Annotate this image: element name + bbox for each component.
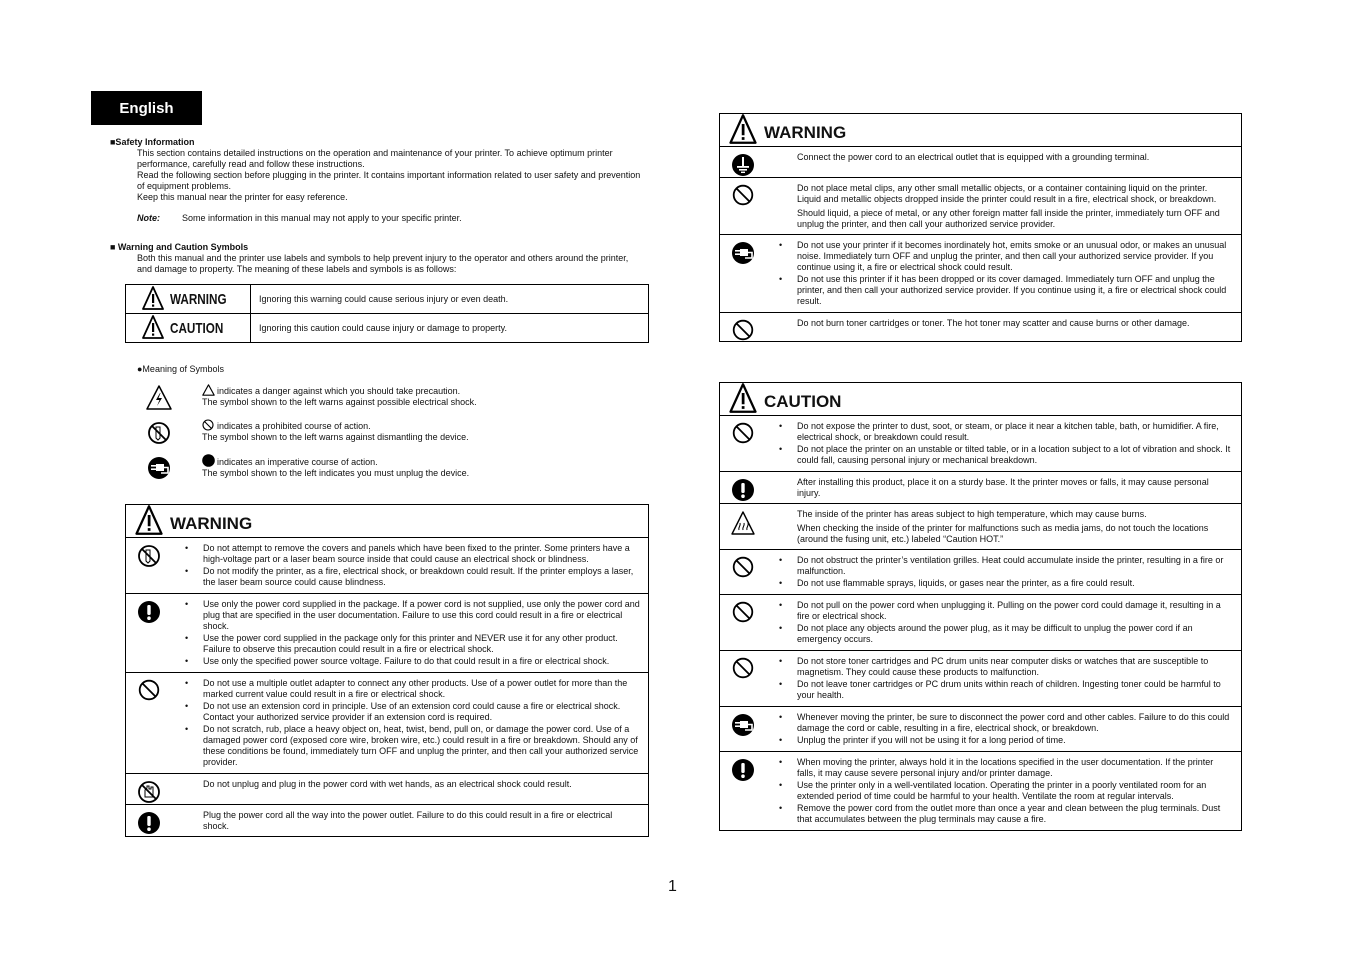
safety-row bbox=[720, 147, 1241, 178]
bullet-list bbox=[797, 656, 1233, 701]
bullet-item: • Do not store toner cartridges and PC drum units near computer disks or watches that are susceptible to magnetism. They could cause these products to malfunction. bbox=[797, 656, 1233, 678]
warning-triangle-icon bbox=[728, 114, 758, 146]
no-dismantle-icon bbox=[126, 538, 171, 593]
prohibited-icon bbox=[720, 651, 765, 706]
prohibited-icon bbox=[720, 595, 765, 650]
warning-triangle-icon bbox=[142, 286, 164, 312]
mandatory-icon bbox=[126, 805, 171, 836]
safety-row bbox=[720, 752, 1241, 830]
symbol-meaning-row bbox=[137, 454, 657, 488]
safety-line: Read the following section before plugging in the printer. It contains important information related to user safety and prevention bbox=[137, 170, 641, 180]
caution-label-row bbox=[126, 314, 649, 343]
label-meaning-table bbox=[125, 284, 649, 343]
bullet-list bbox=[797, 757, 1233, 825]
no-wet-hands-icon bbox=[126, 774, 171, 804]
safety-row bbox=[720, 550, 1241, 595]
bullet-item: • When moving the printer, always hold it in the locations specified in the user documentation. If the printer falls, it may cause severe personal injury and/or printer damage. bbox=[797, 757, 1233, 779]
bullet-item: • Do not attempt to remove the covers and panels which have been fixed to the printer. Some printers have a high-voltage part or a laser beam source inside that could cause an electrical shock or blindness. bbox=[203, 543, 640, 565]
safety-information-heading: ■Safety Information bbox=[110, 137, 195, 147]
bullet-item: • Use only the power cord supplied in the package. If a power cord is not supplied, use only the power cord and plug that are specified in the user documentation. Failure to use this cord could result in a fire or electrical shock. bbox=[203, 599, 640, 632]
bullet-list bbox=[797, 555, 1233, 589]
warning-label-text: Ignoring this warning could cause serious injury or even death. bbox=[251, 285, 649, 314]
bullet-item: • Do not place the printer on an unstable or tilted table, or in a location subject to a lot of vibration and shock. It could fall, causing personal injury or mechanical breakdown. bbox=[797, 444, 1233, 466]
safety-line: Keep this manual near the printer for easy reference. bbox=[137, 192, 348, 202]
bullet-item: • Do not use this printer if it has been dropped or its cover damaged. Immediately turn OFF and unplug the printer, and then call your authorized service provider. If you continue using it, a fire or electrical shock could result. bbox=[797, 274, 1233, 307]
prohibited-icon bbox=[720, 550, 765, 594]
symbol-meaning-line: indicates a prohibited course of action. bbox=[217, 421, 371, 431]
note-text: Some information in this manual may not apply to your specific printer. bbox=[182, 213, 462, 223]
meaning-of-symbols-heading: ●Meaning of Symbols bbox=[137, 364, 224, 374]
right-warning-box bbox=[719, 113, 1242, 342]
warning-triangle-icon bbox=[134, 505, 164, 537]
symbol-meaning-line: indicates an imperative course of action. bbox=[217, 457, 378, 467]
no-dismantle-icon bbox=[147, 421, 175, 449]
row-paragraph: The inside of the printer has areas subject to high temperature, which may cause burns. bbox=[797, 509, 1147, 519]
caution-triangle-icon bbox=[202, 384, 214, 396]
bullet-item: • Whenever moving the printer, be sure to disconnect the power cord and other cables. Failure to do this could damage the cord or cable, resulting in a fire, electrical shock, or breakdown. bbox=[797, 712, 1233, 734]
box-title: CAUTION bbox=[764, 392, 842, 411]
safety-row bbox=[126, 673, 648, 774]
safety-row bbox=[720, 313, 1241, 341]
row-text: Do not burn toner cartridges or toner. The hot toner may scatter and cause burns or other damage. bbox=[797, 318, 1190, 328]
safety-information-text bbox=[137, 148, 682, 203]
safety-row bbox=[720, 595, 1241, 651]
safety-row bbox=[720, 707, 1241, 752]
electric-shock-icon bbox=[145, 384, 173, 412]
ground-icon bbox=[720, 147, 765, 177]
bullet-item: • Do not expose the printer to dust, soot, or steam, or place it near a kitchen table, bath, or humidifier. A fire, electrical shock, or breakdown could result. bbox=[797, 421, 1233, 443]
safety-row bbox=[720, 416, 1241, 472]
safety-line: This section contains detailed instructions on the operation and maintenance of your printer. To achieve optimum printer bbox=[137, 148, 613, 158]
bullet-list bbox=[203, 543, 640, 588]
language-tab: English bbox=[91, 91, 202, 125]
row-text: Connect the power cord to an electrical outlet that is equipped with a grounding terminal. bbox=[797, 152, 1150, 162]
safety-row bbox=[126, 538, 648, 594]
left-warning-box bbox=[125, 504, 649, 837]
warning-label-word: WARNING bbox=[170, 290, 227, 308]
bullet-item: • Use only the specified power source voltage. Failure to do that could result in a fire or electrical shock. bbox=[203, 656, 640, 667]
note-label: Note: bbox=[137, 213, 160, 223]
bullet-item: • Do not use flammable sprays, liquids, or gases near the printer, as a fire could result. bbox=[797, 578, 1233, 589]
bullet-item: • Do not use a multiple outlet adapter to connect any other products. Use of a power outlet for more than the marked current value could result in a fire or electrical shock. bbox=[203, 678, 640, 700]
symbols-intro-line: Both this manual and the printer use labels and symbols to help prevent injury to the operator and others around the printer, bbox=[137, 253, 629, 263]
safety-row bbox=[126, 805, 648, 836]
bullet-list bbox=[797, 600, 1233, 645]
mandatory-icon bbox=[202, 454, 214, 466]
box-heading bbox=[720, 114, 1241, 147]
symbols-intro-line: and damage to property. The meaning of these labels and symbols is as follows: bbox=[137, 264, 457, 274]
hot-surface-icon bbox=[720, 504, 765, 549]
row-paragraph: Should liquid, a piece of metal, or any other foreign matter fall inside the printer, immediately turn OFF and unplug the printer, and then call your authorized service provider. bbox=[797, 208, 1220, 229]
safety-line: performance, carefully read and follow these instructions. bbox=[137, 159, 365, 169]
bullet-list bbox=[203, 599, 640, 667]
warning-label-row bbox=[126, 285, 649, 314]
bullet-item: • Do not pull on the power cord when unplugging it. Pulling on the power cord could damage it, resulting in a fire or electrical shock. bbox=[797, 600, 1233, 622]
bullet-list bbox=[797, 240, 1233, 307]
symbol-meaning-line: The symbol shown to the left warns against possible electrical shock. bbox=[202, 397, 477, 407]
bullet-list bbox=[797, 712, 1233, 746]
safety-row bbox=[720, 504, 1241, 550]
box-title: WARNING bbox=[764, 123, 847, 142]
bullet-item: • Do not use an extension cord in principle. Use of an extension cord could cause a fire or electrical shock. Contact your authorized service provider if an extension cord is required. bbox=[203, 701, 640, 723]
bullet-item: • Unplug the printer if you will not be using it for a long period of time. bbox=[797, 735, 1233, 746]
row-text: Do not unplug and plug in the power cord with wet hands, as an electrical shock could result. bbox=[203, 779, 572, 789]
symbol-meaning-line: The symbol shown to the left indicates you must unplug the device. bbox=[202, 468, 470, 478]
page-number: 1 bbox=[668, 878, 677, 895]
mandatory-icon bbox=[126, 594, 171, 672]
bullet-item: • Use the printer only in a well-ventilated location. Operating the printer in a poorly ventilated room for an extended period of time could be harmful to your health. Ventilate the room at regular intervals. bbox=[797, 780, 1233, 802]
safety-row bbox=[720, 651, 1241, 707]
unplug-icon bbox=[720, 235, 765, 312]
caution-triangle-icon bbox=[142, 315, 164, 341]
unplug-icon bbox=[720, 707, 765, 751]
bullet-item: • Do not leave toner cartridges or PC drum units within reach of children. Ingesting toner could be harmful to your health. bbox=[797, 679, 1233, 701]
prohibited-icon bbox=[202, 419, 214, 431]
bullet-item: • Do not scratch, rub, place a heavy object on, heat, twist, bend, pull on, or damage the power cord. Use of a damaged power cord (exposed core wire, broken wire, etc.) could result in a fire or breakdown. Should any of these conditions be found, immediately turn OFF and unplug the printer, and then call your authorized service provider. bbox=[203, 724, 640, 768]
safety-row bbox=[720, 472, 1241, 504]
row-text: After installing this product, place it on a sturdy base. It the printer moves or falls, it may cause personal injury. bbox=[797, 477, 1209, 498]
symbols-intro bbox=[137, 253, 677, 275]
safety-row bbox=[720, 235, 1241, 313]
prohibited-icon bbox=[720, 178, 765, 234]
bullet-item: • Do not modify the printer, as a fire, electrical shock, or breakdown could result. If the printer employs a laser, the laser beam source could cause blindness. bbox=[203, 566, 640, 588]
bullet-item: • Use the power cord supplied in the package only for this printer and NEVER use it for any other product. Failure to observe this precaution could result in a fire or electrical shock. bbox=[203, 633, 640, 655]
row-paragraph: When checking the inside of the printer for malfunctions such as media jams, do not touch the locations (around the fusing unit, etc.) labeled “Caution HOT.” bbox=[797, 523, 1209, 544]
bullet-list bbox=[797, 421, 1233, 466]
safety-row bbox=[126, 774, 648, 805]
safety-row bbox=[720, 178, 1241, 235]
caution-label-word: CAUTION bbox=[170, 319, 224, 337]
symbols-heading: ■ Warning and Caution Symbols bbox=[110, 242, 249, 252]
bullet-list bbox=[203, 678, 640, 768]
unplug-icon bbox=[147, 456, 175, 484]
row-text: Plug the power cord all the way into the power outlet. Failure to do this could result in a fire or electrical shock. bbox=[203, 810, 613, 831]
mandatory-icon bbox=[720, 752, 765, 830]
right-caution-box bbox=[719, 382, 1242, 831]
bullet-item: • Do not obstruct the printer’s ventilation grilles. Heat could accumulate inside the printer, resulting in a fire or malfunction. bbox=[797, 555, 1233, 577]
bullet-item: • Remove the power cord from the outlet more than once a year and clean between the plug terminals. Dust that accumulates between the plug terminals may cause a fire. bbox=[797, 803, 1233, 825]
mandatory-icon bbox=[720, 472, 765, 503]
warning-triangle-icon bbox=[728, 383, 758, 415]
symbol-meaning-row bbox=[137, 419, 657, 453]
safety-line: of equipment problems. bbox=[137, 181, 232, 191]
bullet-item: • Do not use your printer if it becomes inordinately hot, emits smoke or an unusual odor, or makes an unusual noise. Immediately turn OFF and unplug the printer, and then call your authorized service provider. If you continue using it, a fire or electrical shock could result. bbox=[797, 240, 1233, 273]
caution-label-text: Ignoring this caution could cause injury or damage to property. bbox=[251, 314, 649, 343]
note bbox=[137, 213, 462, 224]
symbol-meaning-line: The symbol shown to the left warns against dismantling the device. bbox=[202, 432, 469, 442]
box-title: WARNING bbox=[170, 514, 253, 533]
bullet-item: • Do not place any objects around the power plug, as it may be difficult to unplug the power cord if an emergency occurs. bbox=[797, 623, 1233, 645]
box-heading bbox=[126, 505, 648, 538]
prohibited-icon bbox=[720, 313, 765, 341]
symbol-meaning-line: indicates a danger against which you should take precaution. bbox=[217, 386, 461, 396]
prohibited-icon bbox=[126, 673, 171, 773]
safety-row bbox=[126, 594, 648, 673]
row-paragraph: Do not place metal clips, any other small metallic objects, or a container containing liquid on the printer. Liquid and metallic objects dropped inside the printer could result in a fire, electrical shock, or breakdown. bbox=[797, 183, 1217, 204]
prohibited-icon bbox=[720, 416, 765, 471]
symbol-meaning-row bbox=[137, 384, 657, 418]
box-heading bbox=[720, 383, 1241, 416]
